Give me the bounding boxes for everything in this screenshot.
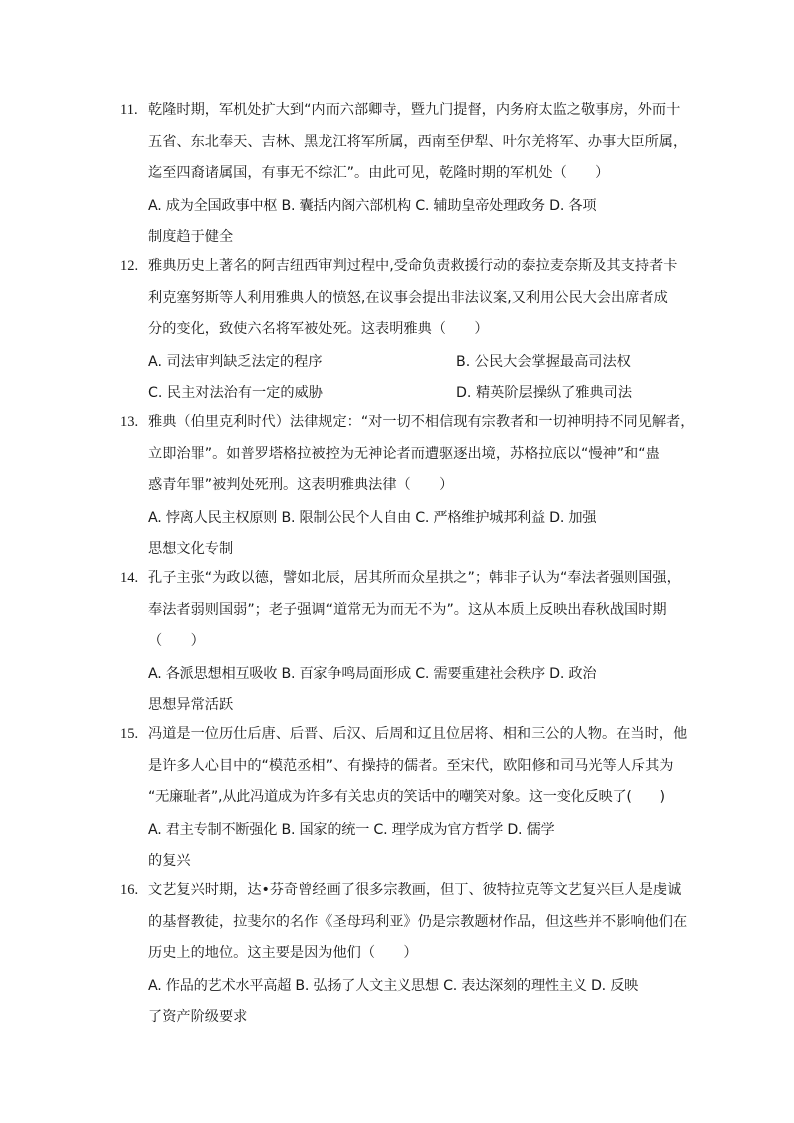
question-stem-line: 历史上的地位。这主要是因为他们（ ） [148, 945, 418, 961]
question-stem-line: 是许多人心目中的“模范丞相”、有操持的儒者。至宋代，欧阳修和司马光等人斥其为 [148, 758, 674, 774]
question-options-line: A. 君主专制不断强化 B. 国家的统一 C. 理学成为官方哲学 D. 儒学 [148, 822, 555, 838]
question-stem-line: 立即治罪”。如普罗塔格拉被控为无神论者而遭驱逐出境，苏格拉底以“慢神”和“蛊 [148, 446, 660, 462]
question-options-line: A. 作品的艺术水平高超 B. 弘扬了人文主义思想 C. 表达深刻的理性主义 D. 反映 [148, 978, 639, 994]
question-stem-line: 利克塞努斯等人利用雅典人的愤怒,在议事会提出非法议案,又利用公民大会出席者成 [148, 290, 668, 306]
question-stem-line: 文艺复兴时期，达•芬奇曾经画了很多宗教画，但丁、彼特拉克等文艺复兴巨人是虔诚 [148, 882, 682, 898]
question-options-line: 思想文化专制 [148, 541, 234, 557]
question-stem-line: 乾隆时期，军机处扩大到“内而六部卿寺，暨九门提督，内务府太监之敬事房，外而十 [148, 102, 681, 118]
question-number: 16. [120, 882, 139, 898]
question-stem-line: 孔子主张“为政以德，譬如北辰，居其所而众星拱之”；韩非子认为“奉法者强则国强， [148, 570, 681, 586]
question-stem-line: 分的变化，致使六名将军被处死。这表明雅典（ ） [148, 321, 489, 337]
question-stem-line: 惑青年罪”被判处死刑。这表明雅典法律（ ） [148, 477, 454, 493]
question-number: 11. [120, 102, 138, 118]
question-options-line: A. 成为全国政事中枢 B. 囊括内阁六部机构 C. 辅助皇帝处理政务 D. 各项 [148, 198, 597, 214]
option-d: D. 精英阶层操纵了雅典司法 [456, 385, 633, 401]
question-stem-line: （ ） [148, 633, 205, 649]
option-b: B. 公民大会掌握最高司法权 [456, 354, 631, 370]
option-c: C. 民主对法治有一定的威胁 [148, 385, 323, 401]
question-options-line: A. 悖离人民主权原则 B. 限制公民个人自由 C. 严格维护城邦利益 D. 加强 [148, 510, 597, 526]
question-stem-line: “无廉耻者”,从此冯道成为许多有关忠贞的笑话中的嘲笑对象。这一变化反映了( ) [148, 789, 665, 805]
option-a: A. 司法审判缺乏法定的程序 [148, 354, 323, 370]
question-options-line: A. 各派思想相互吸收 B. 百家争鸣局面形成 C. 需要重建社会秩序 D. 政治 [148, 666, 597, 682]
question-options-line: 了资产阶级要求 [148, 1009, 248, 1025]
question-stem-line: 五省、东北奉天、吉林、黑龙江将军所属，西南至伊犁、叶尔羌将军、办事大臣所属， [148, 134, 688, 150]
question-number: 12. [120, 258, 139, 274]
question-options-line: 制度趋于健全 [148, 229, 234, 245]
question-number: 15. [120, 726, 139, 742]
question-stem-line: 的基督教徒，拉斐尔的名作《圣母玛利亚》仍是宗教题材作品，但这些并不影响他们在 [148, 914, 688, 930]
question-stem-line: 奉法者弱则国弱”；老子强调“道常无为而无不为”。这从本质上反映出春秋战国时期 [148, 602, 667, 618]
question-number: 14. [120, 570, 139, 586]
question-stem-line: 雅典历史上著名的阿吉纽西审判过程中,受命负责救援行动的泰拉麦奈斯及其支持者卡 [148, 258, 678, 274]
question-options-line: 的复兴 [148, 853, 191, 869]
question-stem-line: 冯道是一位历仕后唐、后晋、后汉、后周和辽且位居将、相和三公的人物。在当时，他 [148, 726, 688, 742]
question-number: 13. [120, 414, 139, 430]
question-options-line: 思想异常活跃 [148, 697, 234, 713]
question-stem-line: 迄至四裔诸属国，有事无不综汇”。由此可见，乾隆时期的军机处（ ） [148, 165, 610, 181]
question-stem-line: 雅典（伯里克利时代）法律规定：“对一切不相信现有宗教者和一切神明持不同见解者， [148, 414, 695, 430]
